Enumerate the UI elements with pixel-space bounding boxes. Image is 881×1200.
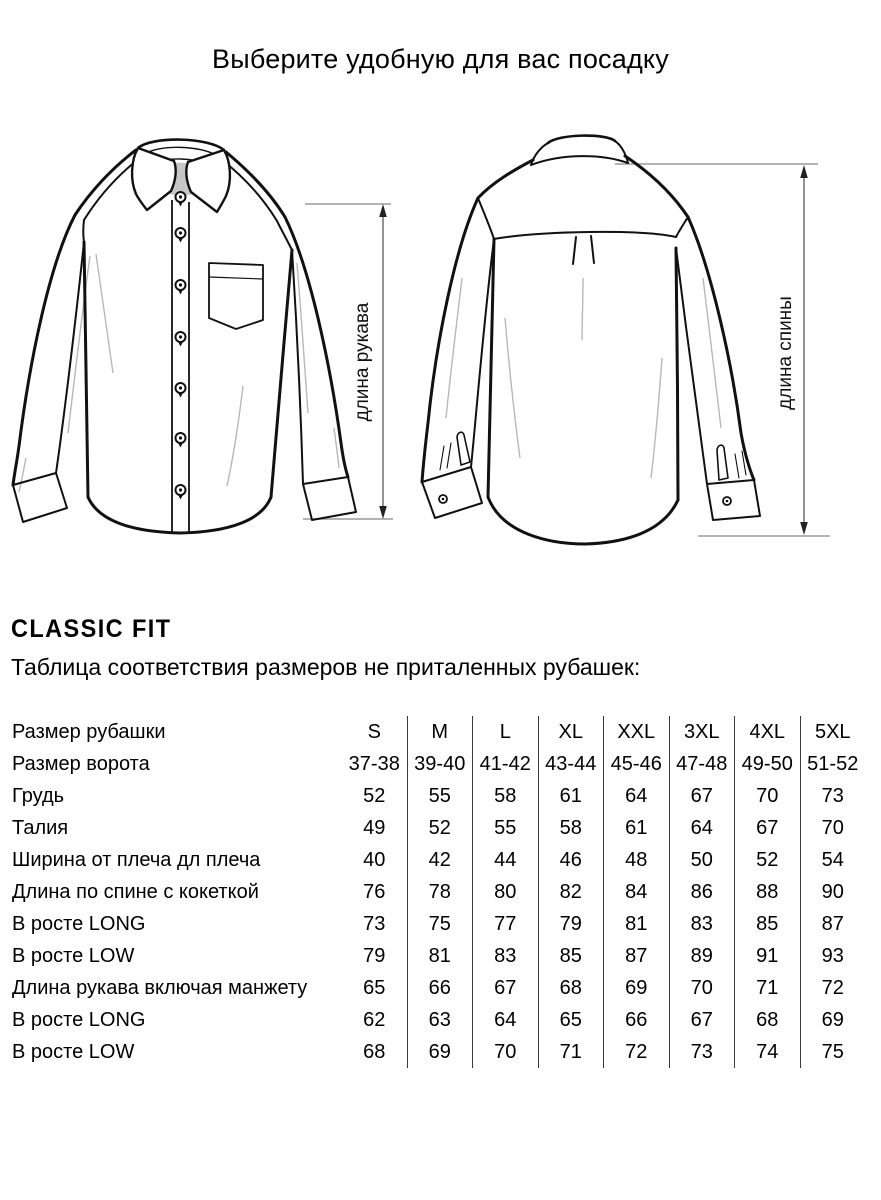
value-cell: 50	[669, 844, 735, 876]
value-cell: 78	[407, 876, 473, 908]
value-cell: 61	[603, 812, 669, 844]
back-length-dimension	[615, 164, 830, 536]
value-cell: 66	[603, 1004, 669, 1036]
value-cell: M	[407, 716, 473, 748]
box-pleat	[591, 236, 594, 263]
value-cell: 65	[363, 976, 386, 999]
value-cell: 68	[363, 1040, 386, 1063]
sleeve-length-dimension	[303, 204, 393, 519]
value-cell: 75	[407, 908, 473, 940]
value-cell: 48	[603, 844, 669, 876]
sleeve-length-label: длина рукава	[352, 302, 373, 422]
sleeve-placket-left	[457, 432, 470, 465]
value-cell: 81	[603, 908, 669, 940]
right-cuff	[707, 480, 760, 520]
value-cell: 79	[363, 944, 386, 967]
value-cell: 74	[734, 1036, 800, 1068]
value-cell: 54	[800, 844, 866, 876]
value-cell: 58	[538, 812, 604, 844]
table-row	[12, 780, 865, 812]
value-cell: 41-42	[472, 748, 538, 780]
value-cell: 87	[800, 908, 866, 940]
button-placket	[172, 200, 189, 532]
value-cell: S	[367, 720, 381, 743]
value-cell: 67	[669, 780, 735, 812]
value-cell: 93	[800, 940, 866, 972]
value-cell: 52	[734, 844, 800, 876]
value-cell: 42	[407, 844, 473, 876]
value-cell: XXL	[603, 716, 669, 748]
row-label: В росте LONG	[12, 1008, 146, 1031]
value-cell: 87	[603, 940, 669, 972]
value-cell: 72	[603, 1036, 669, 1068]
collar-band	[531, 156, 628, 165]
size-table	[12, 716, 865, 1068]
value-cell: 46	[538, 844, 604, 876]
value-cell: 68	[734, 1004, 800, 1036]
front-buttons	[176, 192, 186, 500]
value-cell: 65	[538, 1004, 604, 1036]
value-cell: 86	[669, 876, 735, 908]
row-label: В росте LOW	[12, 1040, 135, 1063]
value-cell: 64	[472, 1004, 538, 1036]
value-cell: 79	[538, 908, 604, 940]
row-label: В росте LONG	[12, 912, 146, 935]
arrow-up-icon	[800, 165, 808, 178]
back-shirt-outline	[422, 136, 754, 544]
value-cell: L	[472, 716, 538, 748]
value-cell: 68	[538, 972, 604, 1004]
value-cell: 37-38	[348, 752, 400, 775]
value-cell: 71	[734, 972, 800, 1004]
value-cell: 64	[603, 780, 669, 812]
arrow-up-icon	[379, 204, 387, 217]
value-cell: 49-50	[734, 748, 800, 780]
value-cell: 67	[669, 1004, 735, 1036]
row-label: Длина рукава включая манжету	[12, 976, 308, 999]
value-cell: 91	[734, 940, 800, 972]
value-cell: 52	[363, 784, 386, 807]
back-length-label: длина спины	[775, 296, 796, 410]
value-cell: 69	[407, 1036, 473, 1068]
value-cell: 62	[363, 1008, 386, 1031]
row-label: Талия	[12, 816, 69, 839]
table-row	[12, 844, 865, 876]
value-cell: 82	[538, 876, 604, 908]
row-label: Размер рубашки	[12, 720, 166, 743]
shirt-front-diagram	[0, 128, 440, 543]
row-label: Длина по спине с кокеткой	[12, 880, 259, 903]
table-row	[12, 876, 865, 908]
row-label: Ширина от плеча дл плеча	[12, 848, 261, 871]
value-cell: 3XL	[669, 716, 735, 748]
value-cell: 70	[800, 812, 866, 844]
table-row	[12, 812, 865, 844]
value-cell: 76	[363, 880, 386, 903]
value-cell: 66	[407, 972, 473, 1004]
value-cell: 80	[472, 876, 538, 908]
value-cell: 73	[363, 912, 386, 935]
arrow-down-icon	[800, 522, 808, 535]
sleeve-placket-right	[717, 445, 728, 480]
value-cell: 83	[472, 940, 538, 972]
value-cell: 55	[472, 812, 538, 844]
value-cell: 72	[800, 972, 866, 1004]
table-row	[12, 908, 865, 940]
value-cell: 73	[669, 1036, 735, 1068]
fit-heading: CLASSIC FIT	[11, 615, 172, 643]
value-cell: 75	[800, 1036, 866, 1068]
table-caption: Таблица соответствия размеров не приталенных рубашек:	[11, 654, 641, 680]
value-cell: 64	[669, 812, 735, 844]
value-cell: 90	[800, 876, 866, 908]
value-cell: 70	[472, 1036, 538, 1068]
back-crease-lines	[446, 278, 721, 478]
value-cell: 40	[363, 848, 386, 871]
table-row	[12, 972, 865, 1004]
table-row	[12, 716, 865, 748]
value-cell: 67	[734, 812, 800, 844]
value-cell: 77	[472, 908, 538, 940]
value-cell: 81	[407, 940, 473, 972]
value-cell: 63	[407, 1004, 473, 1036]
value-cell: 55	[407, 780, 473, 812]
table-row	[12, 940, 865, 972]
value-cell: 89	[669, 940, 735, 972]
chest-pocket	[209, 263, 263, 329]
value-cell: 71	[538, 1036, 604, 1068]
page-title: Выберите удобную для вас посадку	[212, 44, 669, 74]
value-cell: 47-48	[669, 748, 735, 780]
value-cell: 85	[538, 940, 604, 972]
arrow-down-icon	[379, 506, 387, 519]
collar-leaf-left	[132, 148, 176, 210]
value-cell: 39-40	[407, 748, 473, 780]
value-cell: 43-44	[538, 748, 604, 780]
table-row	[12, 748, 865, 780]
yoke-seam	[494, 232, 676, 239]
value-cell: 61	[538, 780, 604, 812]
value-cell: 83	[669, 908, 735, 940]
value-cell: 73	[800, 780, 866, 812]
value-cell: 4XL	[734, 716, 800, 748]
value-cell: 52	[407, 812, 473, 844]
value-cell: 88	[734, 876, 800, 908]
value-cell: 69	[603, 972, 669, 1004]
value-cell: 70	[734, 780, 800, 812]
left-cuff	[422, 467, 482, 518]
collar-leaf-right	[186, 150, 230, 212]
row-label: Грудь	[12, 784, 65, 807]
value-cell: 70	[669, 972, 735, 1004]
row-label: В росте LOW	[12, 944, 135, 967]
value-cell: 69	[800, 1004, 866, 1036]
value-cell: 84	[603, 876, 669, 908]
right-cuff	[303, 477, 356, 520]
value-cell: 67	[472, 972, 538, 1004]
value-cell: 85	[734, 908, 800, 940]
value-cell: 5XL	[800, 716, 866, 748]
table-row	[12, 1004, 865, 1036]
value-cell: 58	[472, 780, 538, 812]
value-cell: 44	[472, 844, 538, 876]
shirt-back-diagram	[410, 128, 881, 548]
row-label: Размер ворота	[12, 752, 150, 775]
value-cell: 51-52	[800, 748, 866, 780]
value-cell: 45-46	[603, 748, 669, 780]
value-cell: XL	[538, 716, 604, 748]
value-cell: 49	[363, 816, 386, 839]
table-row	[12, 1036, 865, 1068]
box-pleat	[573, 237, 576, 264]
